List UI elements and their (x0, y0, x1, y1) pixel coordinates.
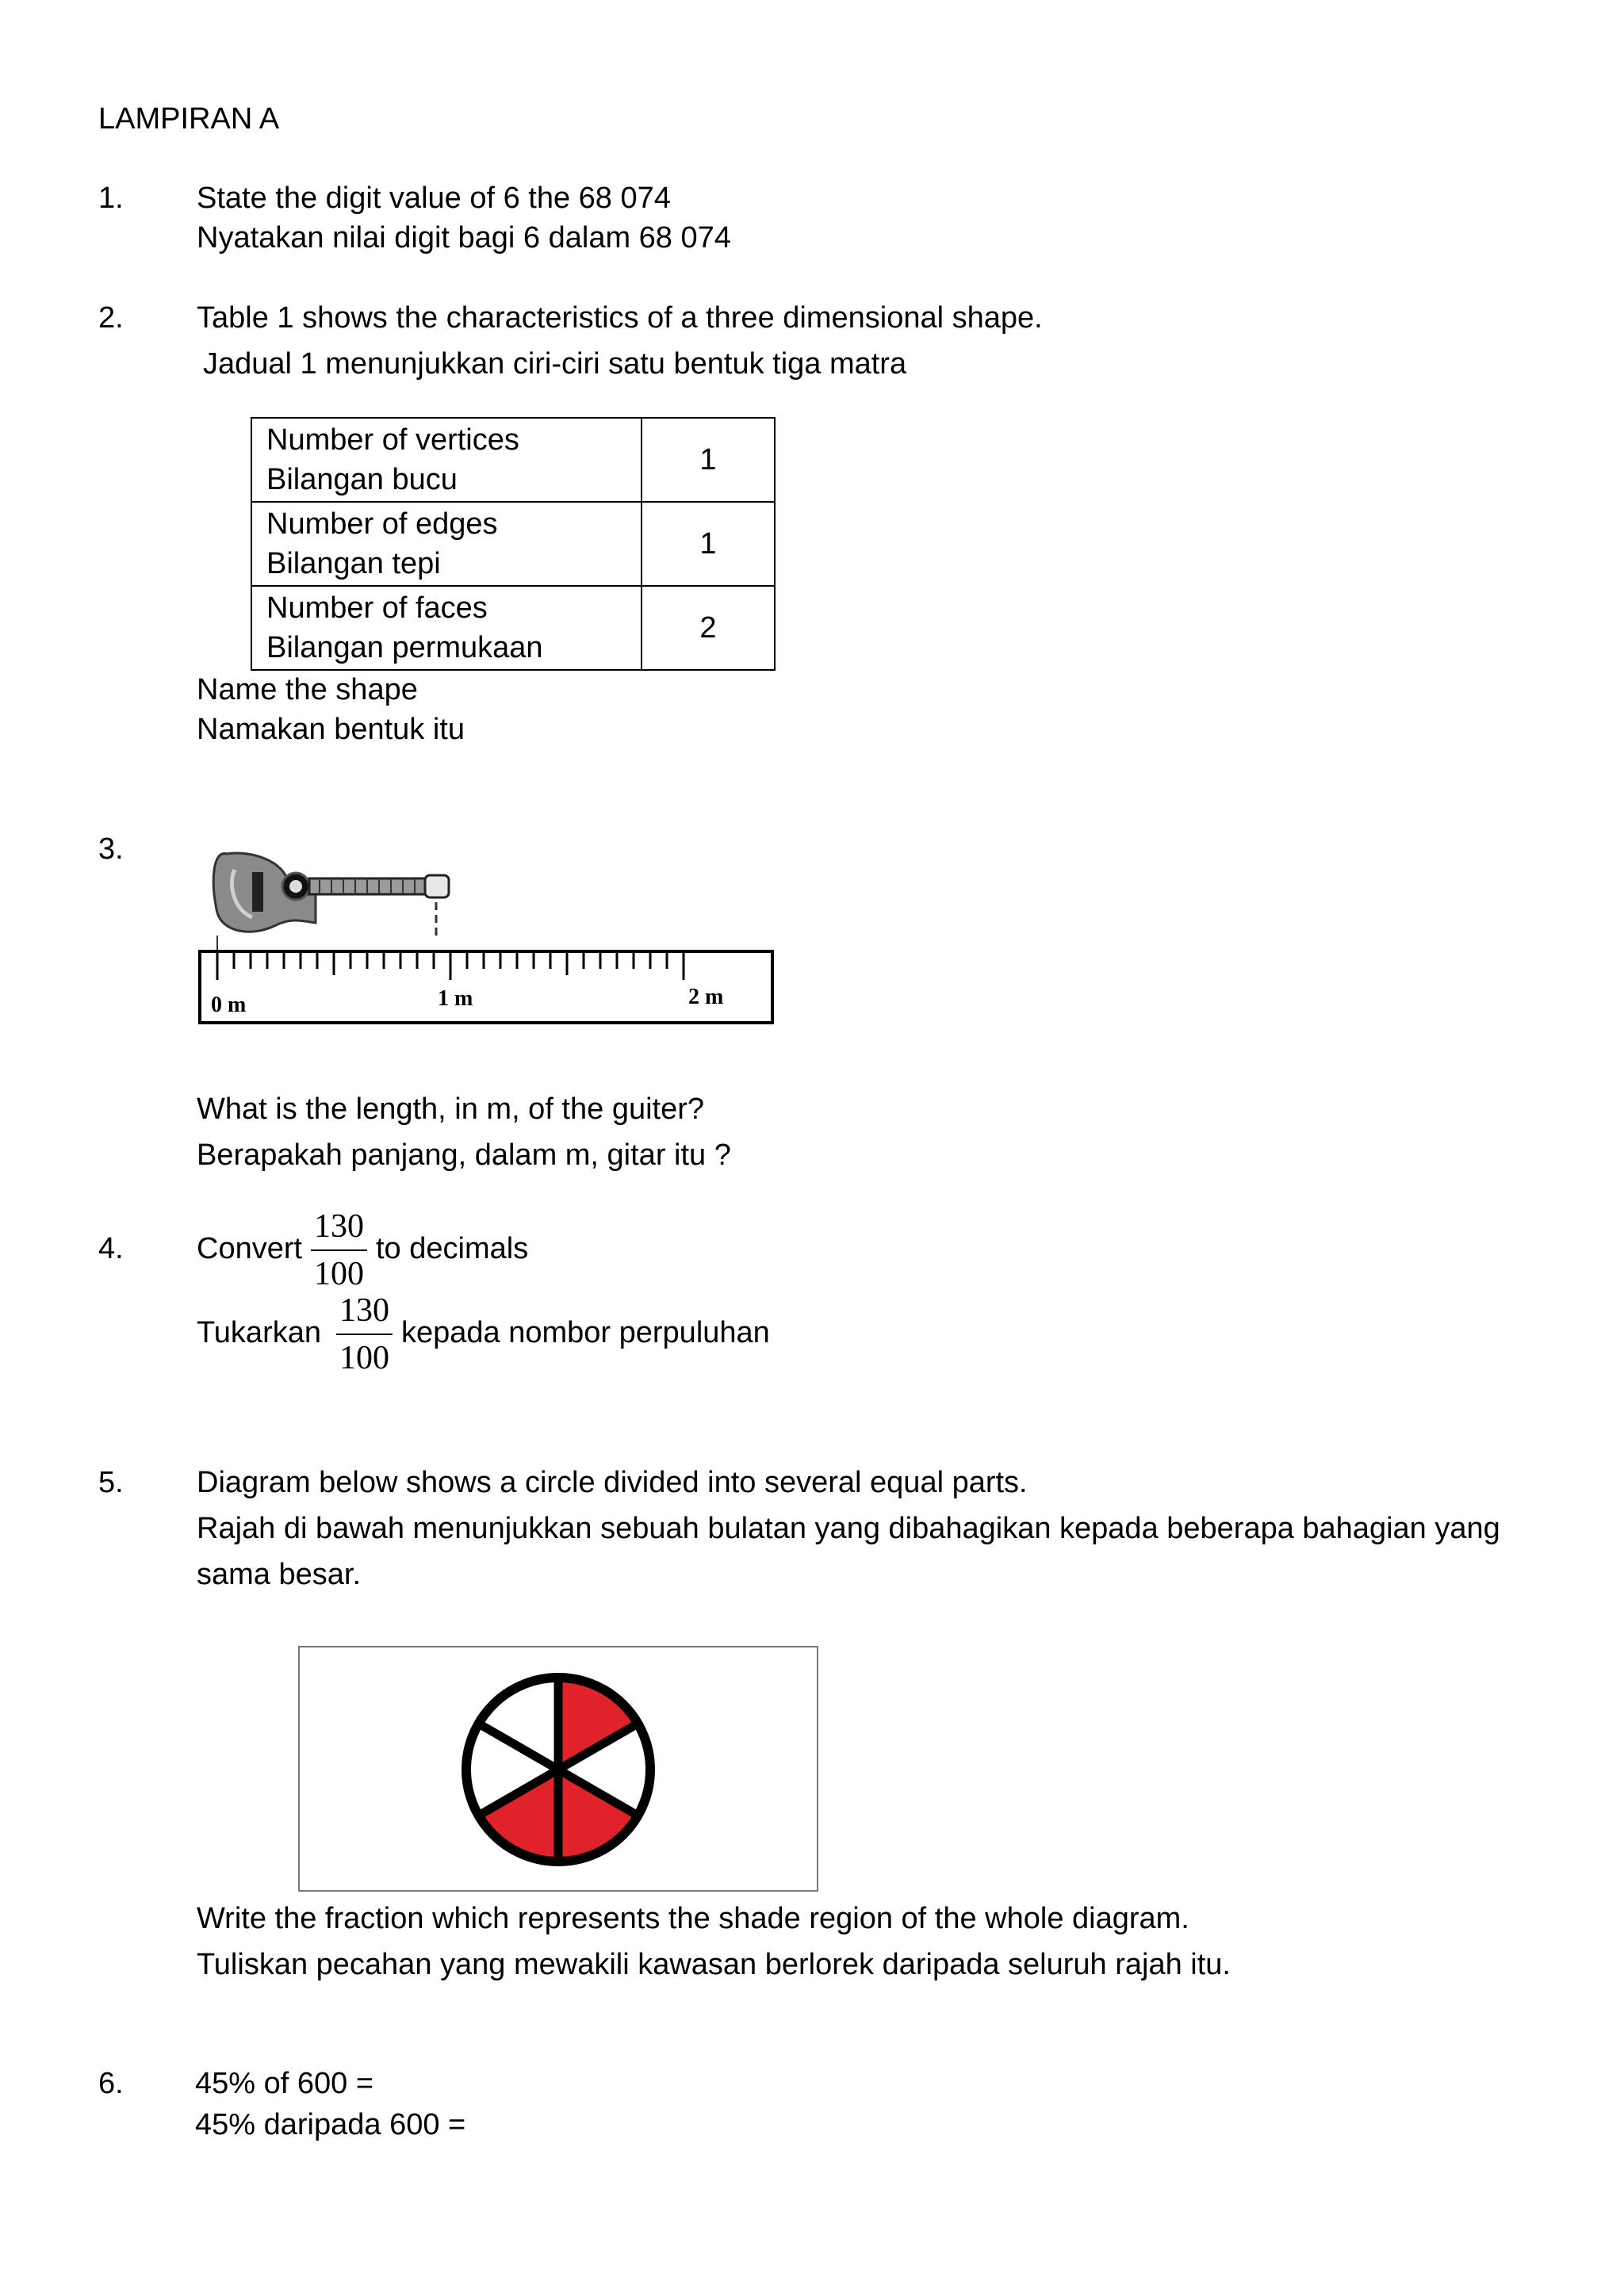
q1-text-en: State the digit value of 6 the 68 074 (197, 182, 671, 215)
guitar-icon (213, 853, 449, 953)
row-label-ms: Bilangan bucu (266, 463, 458, 496)
q5-text-ms-2: sama besar. (197, 1558, 361, 1591)
ruler-label: 2 m (688, 985, 724, 1009)
q5-text-en: Diagram below shows a circle divided into several equal parts. (197, 1466, 1028, 1499)
guitar-ruler-figure (197, 834, 783, 1064)
q4-fraction-en (311, 1208, 367, 1292)
q4-number: 4. (98, 1232, 124, 1265)
q6-text-en: 45% of 600 = (195, 2067, 374, 2100)
q1-number: 1. (98, 182, 124, 215)
circle-diagram (300, 1647, 817, 1890)
table-row (251, 502, 775, 586)
q2-ask-en: Name the shape (197, 673, 418, 706)
row-label-ms: Bilangan tepi (266, 547, 441, 580)
q5-text-ms-1: Rajah di bawah menunjukkan sebuah bulatan yang dibahagikan kepada beberapa bahagian yang (197, 1512, 1500, 1545)
q2-text-en: Table 1 shows the characteristics of a three dimensional shape. (197, 301, 1043, 335)
row-label-en: Number of faces (266, 591, 488, 625)
q4-fraction-ms (336, 1292, 393, 1376)
q3-text-en: What is the length, in m, of the guiter? (197, 1093, 705, 1126)
q4-text-en-pre: Convert (197, 1232, 303, 1265)
q5-ask-en: Write the fraction which represents the shade region of the whole diagram. (197, 1902, 1189, 1935)
ruler (200, 951, 772, 1023)
q4-text-ms-post: kepada nombor perpuluhan (401, 1316, 770, 1349)
q2-number: 2. (98, 301, 124, 335)
page-header: LAMPIRAN A (98, 102, 280, 136)
row-label (251, 502, 642, 586)
characteristics-table (251, 417, 776, 671)
q2-ask-ms: Namakan bentuk itu (197, 713, 465, 746)
row-label (251, 418, 642, 502)
fraction-numerator: 130 (311, 1208, 367, 1251)
table-row (251, 586, 775, 670)
q3-number: 3. (98, 832, 124, 866)
row-value: 2 (642, 586, 775, 670)
row-value: 1 (642, 502, 775, 586)
ruler-label: 1 m (438, 986, 473, 1011)
q6-text-ms: 45% daripada 600 = (195, 2108, 466, 2141)
fraction-denominator: 100 (314, 1256, 364, 1292)
circle-diagram-box (298, 1646, 818, 1892)
q4-text-ms-pre: Tukarkan (197, 1316, 321, 1349)
row-value: 1 (642, 418, 775, 502)
q2-text-ms: Jadual 1 menunjukkan ciri-ciri satu bentuk tiga matra (203, 347, 907, 381)
fraction-numerator: 130 (336, 1292, 393, 1335)
row-label-en: Number of edges (266, 507, 498, 541)
row-label (251, 586, 642, 670)
q6-number: 6. (98, 2067, 124, 2100)
ruler-label: 0 m (211, 993, 247, 1017)
table-row (251, 418, 775, 502)
q4-text-en-post: to decimals (376, 1232, 529, 1265)
q3-text-ms: Berapakah panjang, dalam m, gitar itu ? (197, 1138, 731, 1172)
row-label-ms: Bilangan permukaan (266, 631, 543, 664)
fraction-denominator: 100 (339, 1340, 389, 1376)
row-label-en: Number of vertices (266, 423, 519, 457)
q5-number: 5. (98, 1466, 124, 1499)
q1-text-ms: Nyatakan nilai digit bagi 6 dalam 68 074 (197, 221, 731, 254)
q5-ask-ms: Tuliskan pecahan yang mewakili kawasan berlorek daripada seluruh rajah itu. (197, 1948, 1231, 1981)
